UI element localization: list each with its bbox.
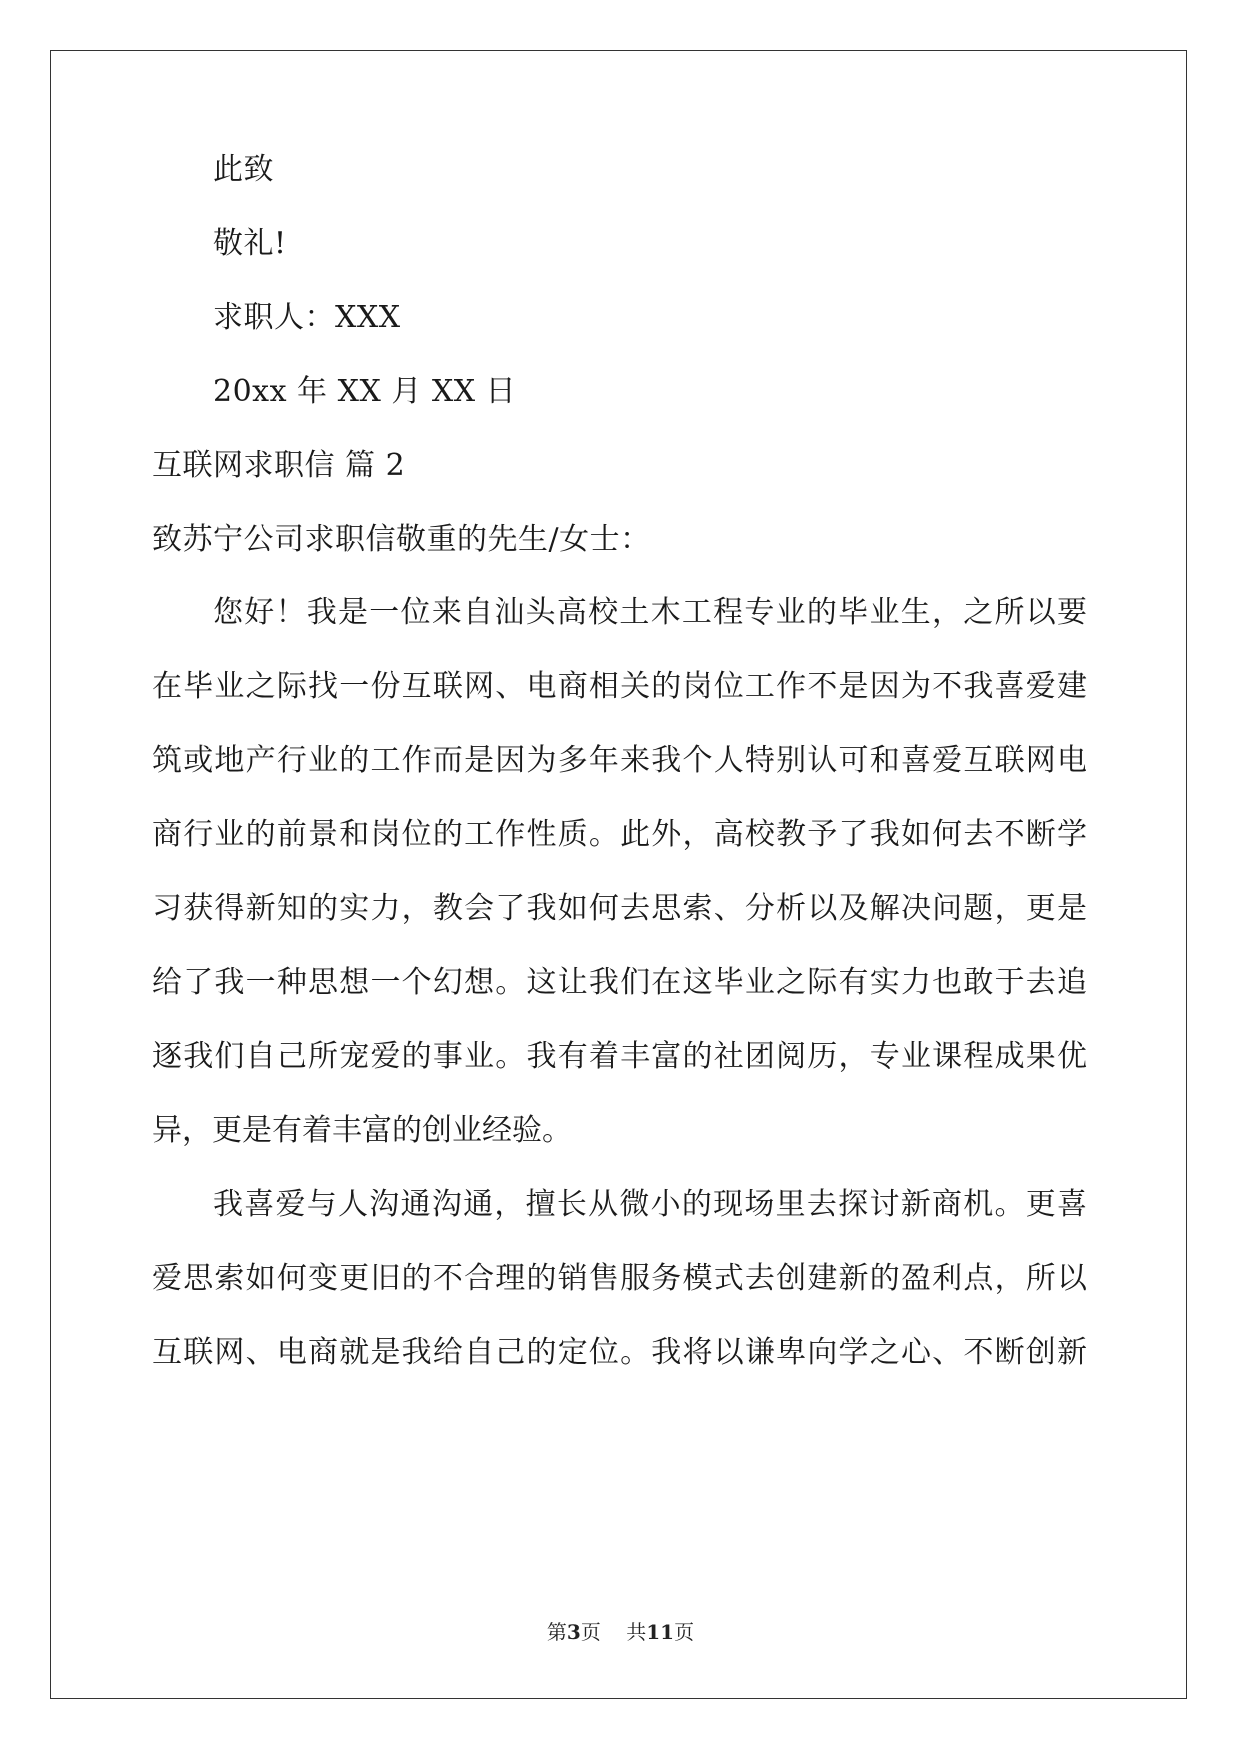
closing-salutation: 此致 bbox=[213, 152, 274, 187]
footer-total-prefix: 共 bbox=[626, 1620, 647, 1644]
paragraph-line: 筑或地产行业的工作而是因为多年来我个人特别认可和喜爱互联网电 bbox=[152, 743, 1087, 778]
paragraph-line: 异，更是有着丰富的创业经验。 bbox=[152, 1113, 572, 1148]
paragraph-line: 在毕业之际找一份互联网、电商相关的岗位工作不是因为不我喜爱建 bbox=[152, 669, 1087, 704]
section-title: 互联网求职信 篇 2 bbox=[152, 448, 406, 483]
applicant-signature: 求职人：XXX bbox=[213, 300, 401, 335]
paragraph-line: 互联网、电商就是我给自己的定位。我将以谦卑向学之心、不断创新 bbox=[152, 1335, 1087, 1370]
paragraph-line: 我喜爱与人沟通沟通，擅长从微小的现场里去探讨新商机。更喜 bbox=[213, 1187, 1087, 1222]
paragraph-line: 给了我一种思想一个幻想。这让我们在这毕业之际有实力也敢于去追 bbox=[152, 965, 1087, 1000]
letter-date: 20xx 年 XX 月 XX 日 bbox=[213, 374, 517, 409]
paragraph-line: 您好！我是一位来自汕头高校土木工程专业的毕业生，之所以要 bbox=[213, 595, 1087, 630]
letter-greeting: 致苏宁公司求职信敬重的先生/女士： bbox=[152, 522, 651, 557]
page-footer bbox=[0, 1620, 1241, 1644]
paragraph-line: 习获得新知的实力，教会了我如何去思索、分析以及解决问题，更是 bbox=[152, 891, 1087, 926]
paragraph-line: 逐我们自己所宠爱的事业。我有着丰富的社团阅历，专业课程成果优 bbox=[152, 1039, 1087, 1074]
total-page-count: 11 bbox=[646, 1620, 675, 1644]
paragraph-line: 商行业的前景和岗位的工作性质。此外，高校教予了我如何去不断学 bbox=[152, 817, 1087, 852]
closing-regards: 敬礼! bbox=[213, 226, 287, 261]
paragraph-line: 爱思索如何变更旧的不合理的销售服务模式去创建新的盈利点，所以 bbox=[152, 1261, 1087, 1296]
current-page-number: 3 bbox=[566, 1620, 581, 1644]
footer-prefix: 第 bbox=[546, 1620, 567, 1644]
footer-total-suffix: 页 bbox=[674, 1620, 695, 1644]
footer-page-word: 页 bbox=[580, 1620, 601, 1644]
